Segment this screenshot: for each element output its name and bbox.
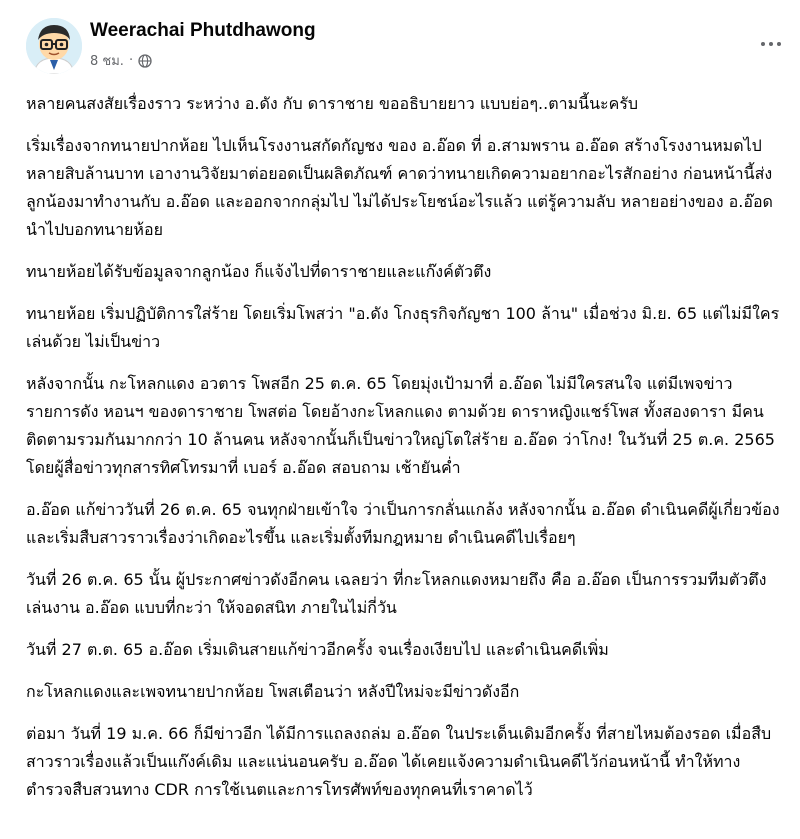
post-paragraph: กะโหลกแดงและเพจทนายปากห้อย โพสเตือนว่า หลังปีใหม่จะมีข่าวดังอีก: [26, 682, 520, 701]
post-paragraph: วันที่ 27 ต.ต. 65 อ.อ๊อด เริ่มเดินสายแก้ข่าวอีกครั้ง จนเรื่องเงียบไป และดำเนินคดีเพิ่ม: [26, 640, 609, 659]
post-meta: [90, 50, 152, 71]
more-options-icon[interactable]: [756, 32, 786, 56]
post-paragraph: หลังจากนั้น กะโหลกแดง อวตาร โพสอีก 25 ต.ค. 65 โดยมุ่งเป้ามาที่ อ.อ๊อด ไม่มีใครสนใจ แต่มีเพจข่าวรายการดัง หอนฯ ของดาราชาย โพสต่อ โดยอ้างกะโหลกแดง ตามด้วย ดาราหญิงแชร์โพส ทั้งสองดารา มีคนติดตามรวมกันมากกว่า 10 ล้านคน หลังจากนั้นก็เป็นข่าวใหญ่โตใส่ร้าย อ.อ๊อด ว่าโกง! ในวันที่ 25 ต.ค. 2565 โดยผู้สื่อข่าวทุกสารทิศโทรมาที่ เบอร์ อ.อ๊อด สอบถาม เช้ายันค่ำ: [26, 374, 775, 477]
avatar-cartoon-face-icon: [26, 18, 82, 74]
meta-separator: ·: [128, 53, 134, 68]
post-time[interactable]: 8 ชม.: [90, 54, 124, 69]
avatar[interactable]: [26, 18, 82, 74]
post-paragraph: เริ่มเรื่องจากทนายปากห้อย ไปเห็นโรงงานสกัดกัญชง ของ อ.อ๊อด ที่ อ.สามพราน อ.อ๊อด สร้างโรงงานหมดไปหลายสิบล้านบาท เอางานวิจัยมาต่อยอดเป็นผลิตภัณฑ์ คาดว่าทนายเกิดความอยากอะไรสักอย่าง ก่อนหน้านี้ส่งลูกน้องมาทำงานกับ อ.อ๊อด และออกจากกลุ่มไป ไม่ได้ประโยชน์อะไรแล้ว แต่รู้ความลับ หลายอย่างของ อ.อ๊อด นำไปบอกทนายห้อย: [26, 136, 773, 239]
post-text: [26, 90, 786, 818]
post-header: [26, 14, 786, 78]
post-paragraph: ต่อมา วันที่ 19 ม.ค. 66 ก็มีข่าวอีก ได้มีการแถลงถล่ม อ.อ๊อด ในประเด็นเดิมอีกครั้ง ที่สายไหมต้องรอด เมื่อสืบสาวราวเรื่องแล้วเป็นแก๊งค์เดิม และแน่นอนครับ อ.อ๊อด ได้เคยแจ้งความดำเนินคดีไว้ก่อนหน้านี้ ทำให้ทางตำรวจสืบสวนทาง CDR การใช้เนตและการโทรศัพท์ของทุกคนที่เราคาดไว้: [26, 724, 772, 799]
globe-icon[interactable]: [138, 54, 152, 68]
author-name[interactable]: Weerachai Phutdhawong: [90, 20, 316, 41]
post-paragraph: ทนายห้อยได้รับข้อมูลจากลูกน้อง ก็แจ้งไปที่ดาราชายและแก๊งค์ตัวตึง: [26, 262, 492, 281]
post-paragraph: อ.อ๊อด แก้ข่าววันที่ 26 ต.ค. 65 จนทุกฝ่ายเข้าใจ ว่าเป็นการกลั่นแกล้ง หลังจากนั้น อ.อ๊อด ดำเนินคดีผู้เกี่ยวข้อง และเริ่มสืบสาวราวเรื่องว่าเกิดอะไรขึ้น และเริ่มตั้งทีมกฎหมาย ดำเนินคดีไปเรื่อยๆ: [26, 500, 780, 547]
post-paragraph: วันที่ 26 ต.ค. 65 นั้น ผู้ประกาศข่าวดังอีกคน เฉลยว่า ที่กะโหลกแดงหมายถึง คือ อ.อ๊อด เป็นการรวมทีมตัวตึงเล่นงาน อ.อ๊อด แบบที่กะว่า ให้จอดสนิท ภายในไม่กี่วัน: [26, 570, 767, 617]
post-paragraph: ทนายห้อย เริ่มปฏิบัติการใส่ร้าย โดยเริ่มโพสว่า "อ.ดัง โกงธุรกิจกัญชา 100 ล้าน" เมื่อช่วง มิ.ย. 65 แต่ไม่มีใครเล่นด้วย ไม่เป็นข่าว: [26, 304, 780, 351]
post-paragraph: หลายคนสงสัยเรื่องราว ระหว่าง อ.ดัง กับ ดาราชาย ขออธิบายยาว แบบย่อๆ..ตามนี้นะครับ: [26, 94, 639, 113]
